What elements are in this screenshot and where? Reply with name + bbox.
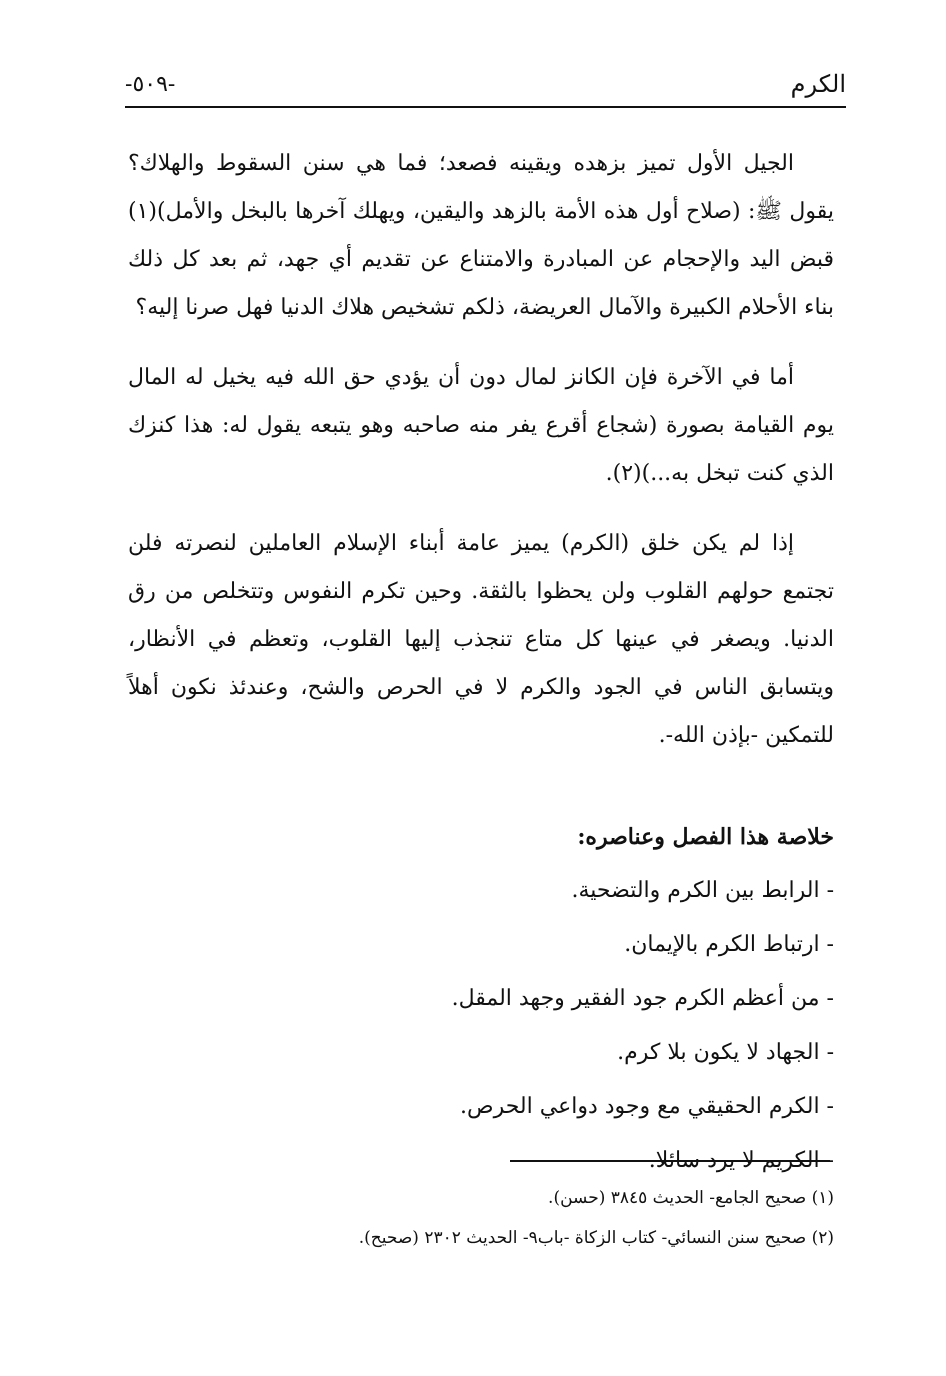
chapter-summary [128,810,834,1188]
footnote-divider [510,1160,830,1162]
running-header [125,66,846,108]
summary-item: - الكرم الحقيقي مع وجود دواعي الحرص. [460,1094,834,1119]
summary-item: - الجهاد لا يكون بلا كرم. [617,1040,834,1065]
summary-item: - من أعظم الكرم جود الفقير وجهد المقل. [451,986,834,1011]
footnote-2: (٢) صحيح سنن النسائي- كتاب الزكاة -باب٩- الحديث ٢٣٠٢ (صحيح). [358,1228,834,1248]
paragraph-1: الجيل الأول تميز بزهده ويقينه فصعد؛ فما هي سنن السقوط والهلاك؟ يقول ﷺ: (صلاح أول هذه الأمة بالزهد واليقين، ويهلك آخرها بالبخل والأمل)(١) قبض اليد والإحجام عن المبادرة والامتناع عن تقديم أي جهد، ثم بعد كل ذلك بناء الأحلام الكبيرة والآمال العريضة، ذلكم تشخيص هلاك الدنيا فهل صرنا إليه؟ [128,151,834,320]
main-text [128,140,834,782]
summary-heading: خلاصة هذا الفصل وعناصره: [577,824,834,850]
summary-list [128,864,834,1188]
footnote-1: (١) صحيح الجامع- الحديث ٣٨٤٥ (حسن). [548,1188,834,1208]
summary-item: - الرابط بين الكرم والتضحية. [571,878,834,903]
paragraph-3: إذا لم يكن خلق (الكرم) يميز عامة أبناء الإسلام العاملين لنصرته فلن تجتمع حولهم القلوب ولن يحظوا بالثقة. وحين تكرم النفوس وتتخلص من رق الدنيا. ويصغر في عينها كل متاع تنجذب إليها القلوب، وتعظم في الأنظار، ويتسابق الناس في الجود والكرم لا في الحرص والشح، وعندئذ نكون أهلاً للتمكين -بإذن الله-. [128,531,834,748]
paragraph-2: أما في الآخرة فإن الكانز لمال دون أن يؤدي حق الله فيه يخيل له المال يوم القيامة بصورة (شجاع أقرع يفر منه صاحبه وهو يتبعه يقول له: هذا كنزك الذي كنت تبخل به...)(٢). [128,365,834,486]
footnotes [128,1178,834,1258]
summary-item: - ارتباط الكرم بالإيمان. [624,932,834,957]
page-number: -٥٠٩- [125,72,176,97]
summary-item: - الكريم لا يرد سائلا. [648,1148,834,1173]
chapter-title: الكرم [790,70,846,98]
